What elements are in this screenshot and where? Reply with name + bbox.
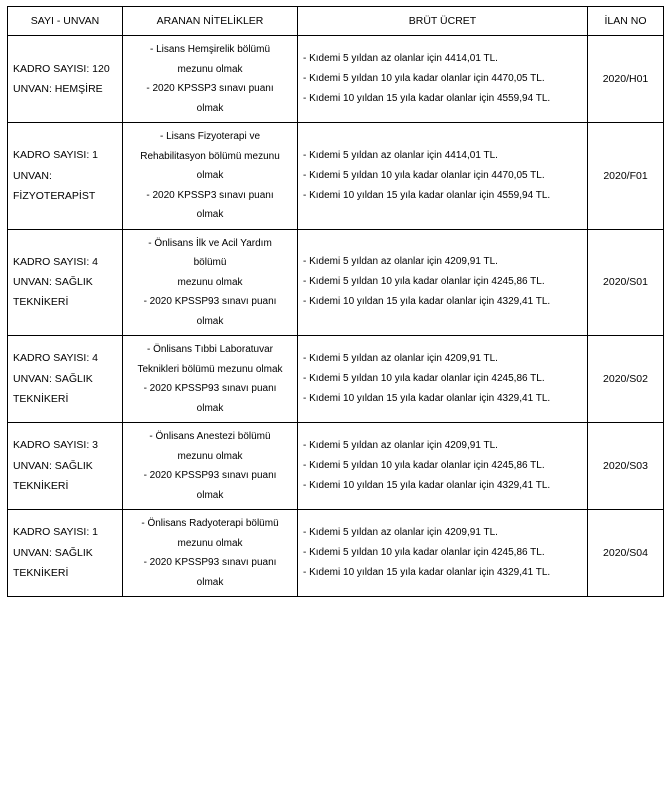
nitelik-line: mezunu olmak <box>177 450 243 462</box>
cell-ilan-no: 2020/H01 <box>588 36 664 123</box>
sayi-unvan-line: KADRO SAYISI: 1 <box>13 526 98 539</box>
job-postings-table <box>7 6 664 597</box>
nitelik-line: - Önlisans İlk ve Acil Yardım <box>148 237 272 249</box>
cell-brut-ucret <box>298 229 588 336</box>
sayi-unvan-line: KADRO SAYISI: 1 <box>13 149 98 162</box>
nitelik-line: olmak <box>196 402 224 414</box>
cell-ilan-no: 2020/S03 <box>588 423 664 510</box>
table-row <box>8 336 664 423</box>
cell-brut-ucret <box>298 123 588 230</box>
cell-sayi-unvan <box>8 36 123 123</box>
cell-sayi-unvan <box>8 423 123 510</box>
sayi-unvan-line: FİZYOTERAPİST <box>13 189 96 202</box>
ucret-line: - Kıdemi 5 yıldan az olanlar için 4209,91 TL. <box>303 440 498 451</box>
table-row <box>8 229 664 336</box>
table-row <box>8 510 664 597</box>
nitelik-line: - Önlisans Radyoterapi bölümü <box>141 518 279 529</box>
nitelik-line: Rehabilitasyon bölümü mezunu <box>140 150 280 162</box>
ucret-line: - Kıdemi 10 yıldan 15 yıla kadar olanlar için 4559,94 TL. <box>303 93 551 104</box>
cell-sayi-unvan <box>8 336 123 423</box>
sayi-unvan-line: KADRO SAYISI: 4 <box>13 352 98 365</box>
ucret-line: - Kıdemi 10 yıldan 15 yıla kadar olanlar için 4329,41 TL. <box>303 480 551 491</box>
cell-brut-ucret <box>298 36 588 123</box>
ucret-line: - Kıdemi 5 yıldan az olanlar için 4209,91 TL. <box>303 256 498 268</box>
cell-sayi-unvan <box>8 123 123 230</box>
cell-sayi-unvan <box>8 229 123 336</box>
cell-brut-ucret <box>298 336 588 423</box>
nitelik-line: - 2020 KPSSP3 sınavı puanı <box>146 189 274 201</box>
nitelik-line: - Önlisans Anestezi bölümü <box>149 431 271 442</box>
cell-ilan-no: 2020/S02 <box>588 336 664 423</box>
cell-aranan-nitelikler <box>123 336 298 423</box>
ucret-line: - Kıdemi 10 yıldan 15 yıla kadar olanlar için 4329,41 TL. <box>303 567 551 578</box>
cell-aranan-nitelikler <box>123 423 298 510</box>
nitelik-line: olmak <box>196 209 224 220</box>
ucret-line: - Kıdemi 5 yıldan 10 yıla kadar olanlar için 4470,05 TL. <box>303 169 545 181</box>
ucret-line: - Kıdemi 5 yıldan az olanlar için 4414,01 TL. <box>303 149 498 161</box>
sayi-unvan-line: TEKNİKERİ <box>13 480 69 493</box>
header-ilan-no: İLAN NO <box>588 7 664 36</box>
header-aranan-nitelikler: ARANAN NİTELİKLER <box>123 7 298 36</box>
nitelik-line: - 2020 KPSSP93 sınavı puanı <box>143 470 277 481</box>
cell-aranan-nitelikler <box>123 229 298 336</box>
table-row <box>8 36 664 123</box>
ucret-line: - Kıdemi 10 yıldan 15 yıla kadar olanlar için 4329,41 TL. <box>303 393 551 404</box>
sayi-unvan-line: KADRO SAYISI: 120 <box>13 62 110 75</box>
nitelik-line: - Lisans Fizyoterapi ve <box>159 131 261 142</box>
sayi-unvan-line: KADRO SAYISI: 4 <box>13 255 98 268</box>
cell-ilan-no: 2020/F01 <box>588 123 664 230</box>
ucret-line: - Kıdemi 5 yıldan 10 yıla kadar olanlar için 4245,86 TL. <box>303 373 545 384</box>
nitelik-line: - 2020 KPSSP3 sınavı puanı <box>146 83 274 94</box>
nitelik-line: Teknikleri bölümü mezunu olmak <box>137 363 283 375</box>
cell-brut-ucret <box>298 510 588 597</box>
table-row <box>8 123 664 230</box>
ucret-line: - Kıdemi 5 yıldan az olanlar için 4209,91 TL. <box>303 527 498 538</box>
cell-brut-ucret <box>298 423 588 510</box>
sayi-unvan-line: KADRO SAYISI: 3 <box>13 439 98 452</box>
nitelik-line: - 2020 KPSSP93 sınavı puanı <box>143 296 277 307</box>
sayi-unvan-line: UNVAN: SAĞLIK <box>13 276 93 289</box>
sayi-unvan-line: TEKNİKERİ <box>13 393 69 406</box>
nitelik-line: olmak <box>196 489 224 501</box>
ucret-line: - Kıdemi 10 yıldan 15 yıla kadar olanlar için 4559,94 TL. <box>303 189 551 201</box>
ucret-line: - Kıdemi 5 yıldan az olanlar için 4209,91 TL. <box>303 353 498 364</box>
sayi-unvan-line: TEKNİKERİ <box>13 567 69 580</box>
table-row <box>8 423 664 510</box>
nitelik-line: mezunu olmak <box>177 276 243 288</box>
cell-ilan-no: 2020/S01 <box>588 229 664 336</box>
cell-sayi-unvan <box>8 510 123 597</box>
ucret-line: - Kıdemi 5 yıldan az olanlar için 4414,01 TL. <box>303 53 498 64</box>
cell-aranan-nitelikler <box>123 510 298 597</box>
sayi-unvan-line: UNVAN: SAĞLIK <box>13 459 93 472</box>
sayi-unvan-line: UNVAN: SAĞLIK <box>13 546 93 559</box>
ucret-line: - Kıdemi 5 yıldan 10 yıla kadar olanlar için 4245,86 TL. <box>303 276 545 288</box>
sayi-unvan-line: UNVAN: HEMŞİRE <box>13 83 103 95</box>
sayi-unvan-line: UNVAN: <box>13 169 52 182</box>
nitelik-line: mezunu olmak <box>177 63 243 75</box>
nitelik-line: mezunu olmak <box>177 537 243 549</box>
nitelik-line: bölümü <box>193 257 227 268</box>
sayi-unvan-line: TEKNİKERİ <box>13 296 69 309</box>
ucret-line: - Kıdemi 5 yıldan 10 yıla kadar olanlar için 4245,86 TL. <box>303 547 545 558</box>
sayi-unvan-line: UNVAN: SAĞLIK <box>13 372 93 385</box>
ucret-line: - Kıdemi 10 yıldan 15 yıla kadar olanlar için 4329,41 TL. <box>303 296 551 308</box>
cell-aranan-nitelikler <box>123 123 298 230</box>
header-brut-ucret: BRÜT ÜCRET <box>298 7 588 36</box>
nitelik-line: - Önlisans Tıbbi Laboratuvar <box>147 344 273 355</box>
cell-ilan-no: 2020/S04 <box>588 510 664 597</box>
nitelik-line: olmak <box>196 315 224 327</box>
nitelik-line: - 2020 KPSSP93 sınavı puanı <box>143 383 277 394</box>
ucret-line: - Kıdemi 5 yıldan 10 yıla kadar olanlar için 4470,05 TL. <box>303 73 545 84</box>
nitelik-line: olmak <box>196 102 224 114</box>
nitelik-line: olmak <box>196 576 224 588</box>
header-sayi-unvan: SAYI - UNVAN <box>8 7 123 36</box>
table-body <box>8 36 664 597</box>
nitelik-line: - 2020 KPSSP93 sınavı puanı <box>143 557 277 568</box>
table-header-row <box>8 7 664 36</box>
nitelik-line: - Lisans Hemşirelik bölümü <box>149 44 271 55</box>
nitelik-line: olmak <box>196 170 224 181</box>
cell-aranan-nitelikler <box>123 36 298 123</box>
ucret-line: - Kıdemi 5 yıldan 10 yıla kadar olanlar için 4245,86 TL. <box>303 460 545 471</box>
